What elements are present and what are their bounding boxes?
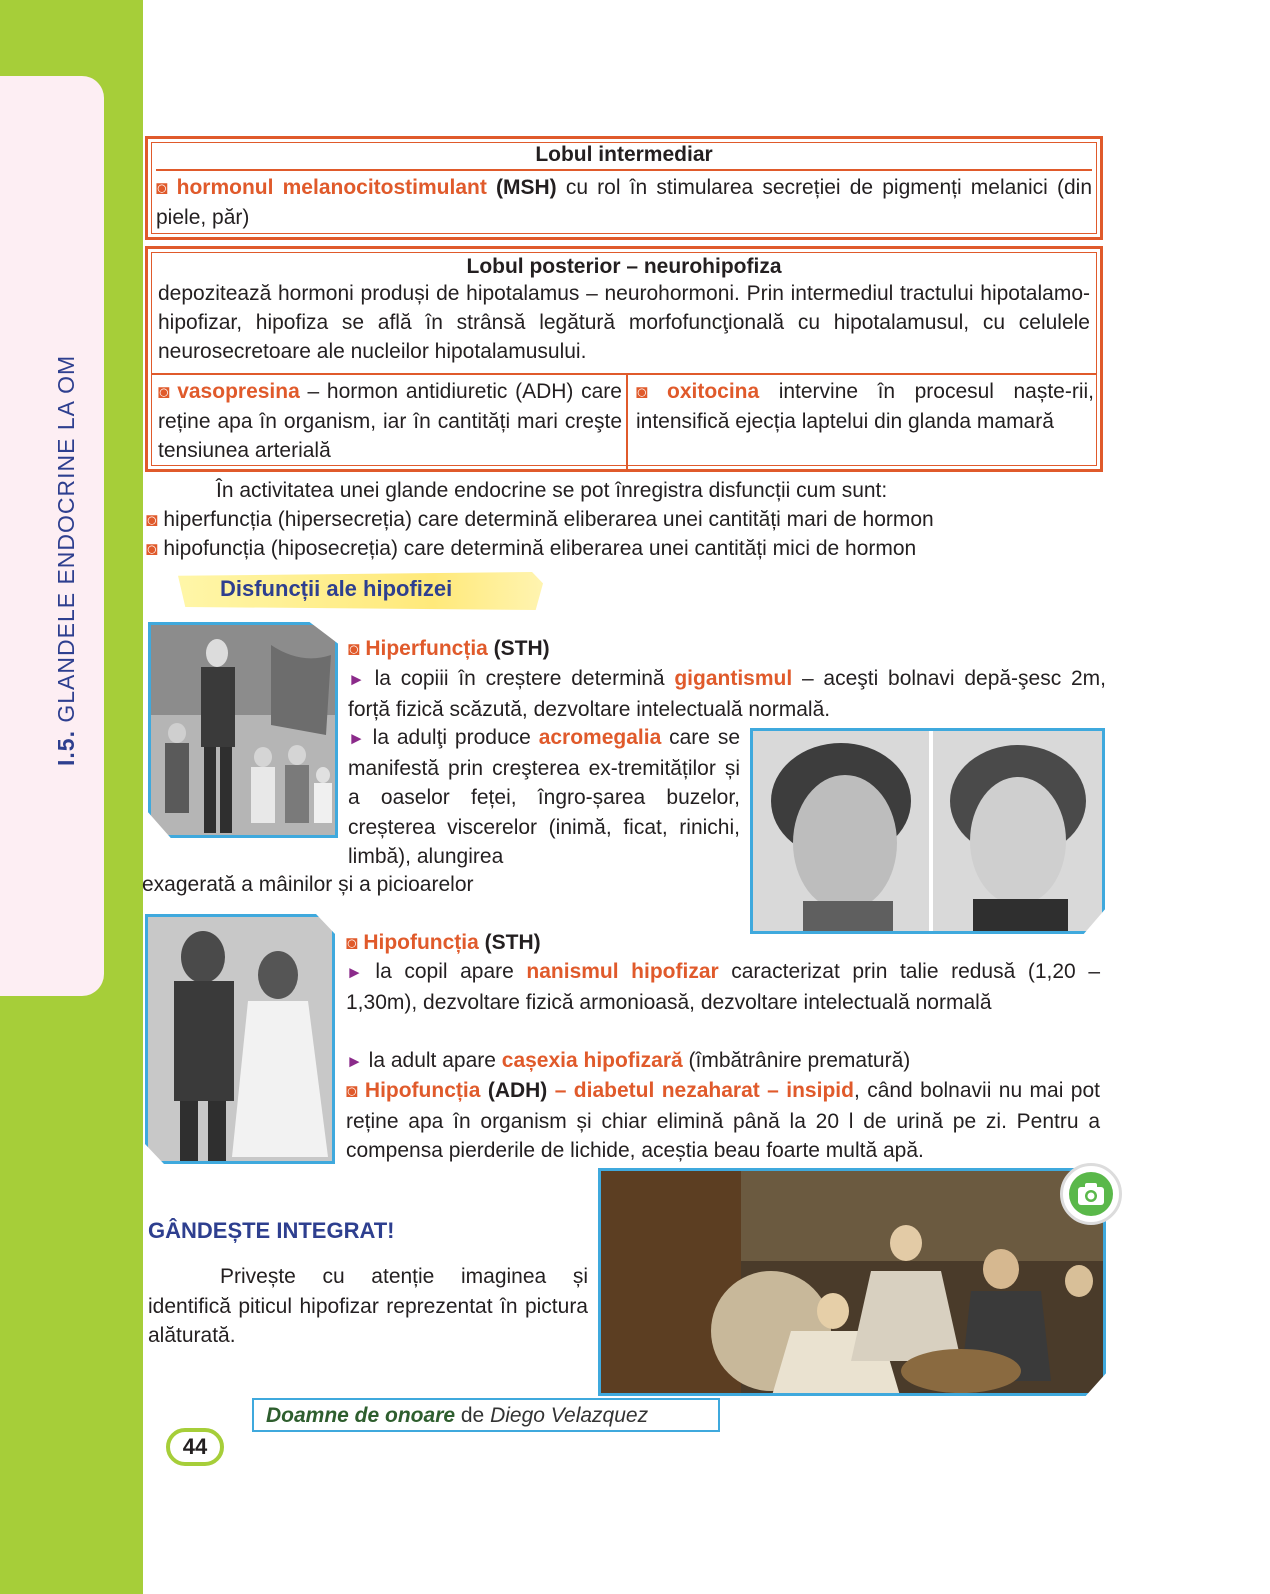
- hiper-acromegalia-text: ► la adulţi produce acromegalia care se manifestă prin creşterea ex-tremităților și a oaselor feței, îngro-șarea buzelor, creșterea viscerelor (inimă, ficat, rinichi, limbă), alungirea: [348, 726, 741, 868]
- term-oxitocina: oxitocina: [667, 380, 760, 403]
- painting-caption: Doamne de onoare de Diego Velazquez: [252, 1398, 720, 1432]
- hipo-nanism-text: ► la copil apare nanismul hipofizar caracterizat prin talie redusă (1,20 – 1,30m), dezvoltare fizică armonioasă, dezvoltare intelectuală normală: [346, 960, 1100, 1014]
- painting-las-meninas: [598, 1168, 1106, 1396]
- disfunctii-intro: În activitatea unei glande endocrine se pot înregistra disfuncții cum sunt:: [216, 479, 888, 502]
- box-title-posterior: Lobul posterior – neurohipofiza: [466, 255, 782, 278]
- arrow-icon: ►: [348, 670, 365, 689]
- chapter-name: GLANDELE ENDOCRINE LA OM: [53, 354, 79, 723]
- hipofunctia-adh-title: Hipofuncția: [364, 1079, 481, 1102]
- painting-illustration: [601, 1171, 1106, 1396]
- box-title-intermediar: Lobul intermediar: [156, 143, 1092, 171]
- disfunctii-item: ◙ hiperfuncția (hipersecreția) care determină eliberarea unei cantități mari de hormon: [146, 508, 934, 531]
- painting-title: Doamne de onoare: [266, 1404, 456, 1427]
- term-nanism: nanismul hipofizar: [526, 960, 719, 983]
- photo-gigantism: [148, 622, 338, 838]
- side-panel: [0, 76, 104, 996]
- oxitocina-cell: ◙ oxitocina intervine în procesul naște-rii, intensifică ejecția laptelui din glanda mamară: [636, 380, 1094, 433]
- hiperfunctia-heading: ◙ Hiperfuncția (STH): [348, 637, 550, 660]
- term-diabet-insipid: – diabetul nezaharat – insipid: [554, 1079, 854, 1102]
- hiper-gigantism-text: ► la copiii în creștere determină gigantismul – aceşti bolnavi depă-şesc 2m, forță fizică scăzută, dezvoltare intelectuală normală.: [348, 667, 1106, 721]
- term-msh: hormonul melanocitostimulant: [176, 176, 487, 199]
- arrow-icon: ►: [346, 1052, 363, 1071]
- posterior-split: [152, 373, 1096, 467]
- integrat-title: GÂNDEȘTE INTEGRAT!: [148, 1218, 395, 1243]
- hipo-adh-text: ◙ Hipofuncția (ADH) – diabetul nezaharat – insipid, când bolnavii nu mai pot reține apa în organism și chiar elimină până la 20 l de urină pe zi. Pentru a compensa pierderile de lichide, aceștia beau foarte multă apă.: [346, 1079, 1100, 1162]
- term-acromegalia: acromegalia: [538, 726, 662, 749]
- bullet-icon: ◙: [346, 1081, 358, 1102]
- chapter-number: I.5.: [53, 730, 79, 766]
- term-vasopresina: vasopresina: [177, 380, 300, 403]
- arrow-icon: ►: [346, 963, 363, 982]
- disfunctii-item: ◙ hipofuncția (hiposecreția) care determină eliberarea unei cantități mici de hormon: [146, 537, 917, 560]
- hipofunctia-heading: ◙ Hipofuncția (STH): [346, 931, 541, 954]
- photo-nanism: [145, 914, 335, 1164]
- camera-glyph: [1069, 1172, 1113, 1216]
- cell-divider: [626, 375, 628, 469]
- bullet-icon: ◙: [346, 933, 358, 954]
- acromegaly-illustration: [753, 731, 1105, 934]
- bullet-icon: ◙: [146, 539, 158, 560]
- intermediar-text: ◙ hormonul melanocitostimulant (MSH) cu rol în stimularea secreției de pigmenți melanici (din piele, păr): [156, 176, 1092, 229]
- section-banner-title: Disfuncții ale hipofizei: [220, 576, 453, 601]
- bullet-icon: ◙: [146, 510, 158, 531]
- bullet-icon: ◙: [156, 178, 168, 199]
- painting-author: Diego Velazquez: [490, 1404, 649, 1427]
- hiper-acromegalia-tail: exagerată a mâinilor și a picioarelor: [142, 873, 474, 896]
- hipo-casexia-text: ► la adult apare cașexia hipofizară (îmbătrânire prematură): [346, 1049, 911, 1072]
- bullet-icon: ◙: [636, 382, 648, 403]
- bullet-icon: ◙: [158, 382, 170, 403]
- nanism-illustration: [148, 917, 335, 1164]
- integrat-text: Privește cu atenție imaginea și identifică piticul hipofizar reprezentat în pictura alăturată.: [148, 1265, 588, 1347]
- posterior-text: depozitează hormoni produși de hipotalamus – neurohormoni. Prin intermediul tractului hipotalamo-hipofizar, hipofiza se află în strânsă legătură morfofuncţională cu hipotalamusul, cu celulele neurosecretoare ale nucleilor hipotalamusului.: [158, 282, 1090, 363]
- camera-icon: [1069, 1172, 1113, 1216]
- hipofunctia-title: Hipofuncția: [363, 931, 479, 954]
- chapter-title-vertical: [53, 355, 80, 766]
- arrow-icon: ►: [348, 729, 365, 748]
- vasopresina-cell: ◙ vasopresina – hormon antidiuretic (ADH) care reține apa în organism, iar în cantități mari creşte tensiunea arterială: [158, 380, 622, 462]
- hiperfunctia-title: Hiperfuncția: [365, 637, 488, 660]
- term-gigantism: gigantismul: [674, 667, 793, 690]
- page-number: 44: [166, 1428, 224, 1466]
- camera-badge: [1060, 1163, 1122, 1225]
- term-casexia: cașexia hipofizară: [501, 1049, 683, 1072]
- box-lobul-posterior: [145, 246, 1103, 472]
- bullet-icon: ◙: [348, 639, 360, 660]
- box-lobul-intermediar: [145, 136, 1103, 240]
- photo-acromegaly: [750, 728, 1105, 934]
- gigantism-illustration: [151, 625, 338, 838]
